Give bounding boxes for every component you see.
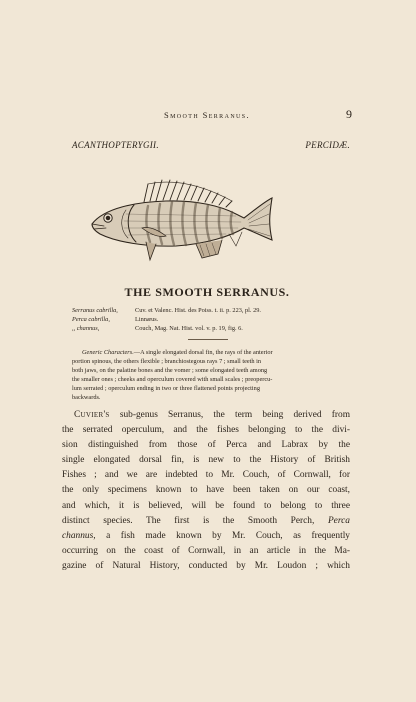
order-label: ACANTHOPTERYGII. [72,140,159,150]
body-line: gazine of Natural History, conducted by Mr. Loudon ; which [62,560,350,571]
synonym-reference: Linnæus. [135,316,159,323]
body-line: the serrated operculum, and the fishes belonging to the divi- [62,425,350,436]
generic-line: the smaller ones ; cheeks and operculum covered with small scales ; preopercu- [72,376,273,383]
synonymy-list [72,306,352,333]
body-line: occurring on the coast of Cornwall, in an article in the Ma- [62,545,350,556]
species-title: THE SMOOTH SERRANUS. [124,285,290,299]
synonymy-entry [72,306,352,315]
divider-rule [188,339,228,340]
synonym-reference: Couch, Mag. Nat. Hist. vol. v. p. 19, fig. 6. [135,325,243,332]
generic-lead: Generic Characters. [82,349,134,356]
body-line: distinct species. The first is the Smooth Perch, Perca [62,515,350,526]
synonymy-entry [72,315,352,324]
family-label: PERCIDÆ. [305,140,350,150]
generic-line: Generic Characters.—A single elongated dorsal fin, the rays of the anterior [82,349,273,356]
running-title: Smooth Serranus. [163,110,251,120]
body-line: sion distinguished from those of Perca and Labrax by the [62,440,350,451]
body-line: Fishes ; and we are indebted to Mr. Couch, of Cornwall, for [62,470,350,481]
synonym-reference: Cuv. et Valenc. Hist. des Poiss. t. ii. p. 223, pl. 29. [135,307,261,314]
generic-characters [72,348,351,402]
body-paragraph [62,408,350,574]
synonym-name: Perca cabrilla, [72,316,110,323]
cuvier-name: Cuvier's [74,410,110,420]
body-line: channus, a fish made known by Mr. Couch, as frequently [62,530,350,541]
body-line: Cuvier's sub-genus Serranus, the term being derived from [74,410,350,420]
running-head [62,107,352,121]
synonym-name: ,, channus, [72,325,100,332]
body-line: the only specimens known to have been taken on our coast, [62,485,350,496]
body-line: and which, it is believed, will be found to belong to three [62,500,350,511]
classification-line [72,140,350,150]
generic-line: portion spinous, the others flexible ; branchiostegous rays 7 ; small teeth in [72,358,262,365]
generic-line: lum serrated ; operculum ending in two or three flattened points projecting [72,385,260,392]
synonymy-entry [72,324,352,333]
generic-line: backwards. [72,394,101,401]
body-line: single elongated dorsal fin, is new to the History of British [62,455,350,466]
synonym-name: Serranus cabrilla, [72,307,118,314]
fish-illustration [86,174,276,270]
generic-line: both jaws, on the palatine bones and the vomer ; some elongated teeth among [72,367,268,374]
page-number: 9 [346,107,352,121]
